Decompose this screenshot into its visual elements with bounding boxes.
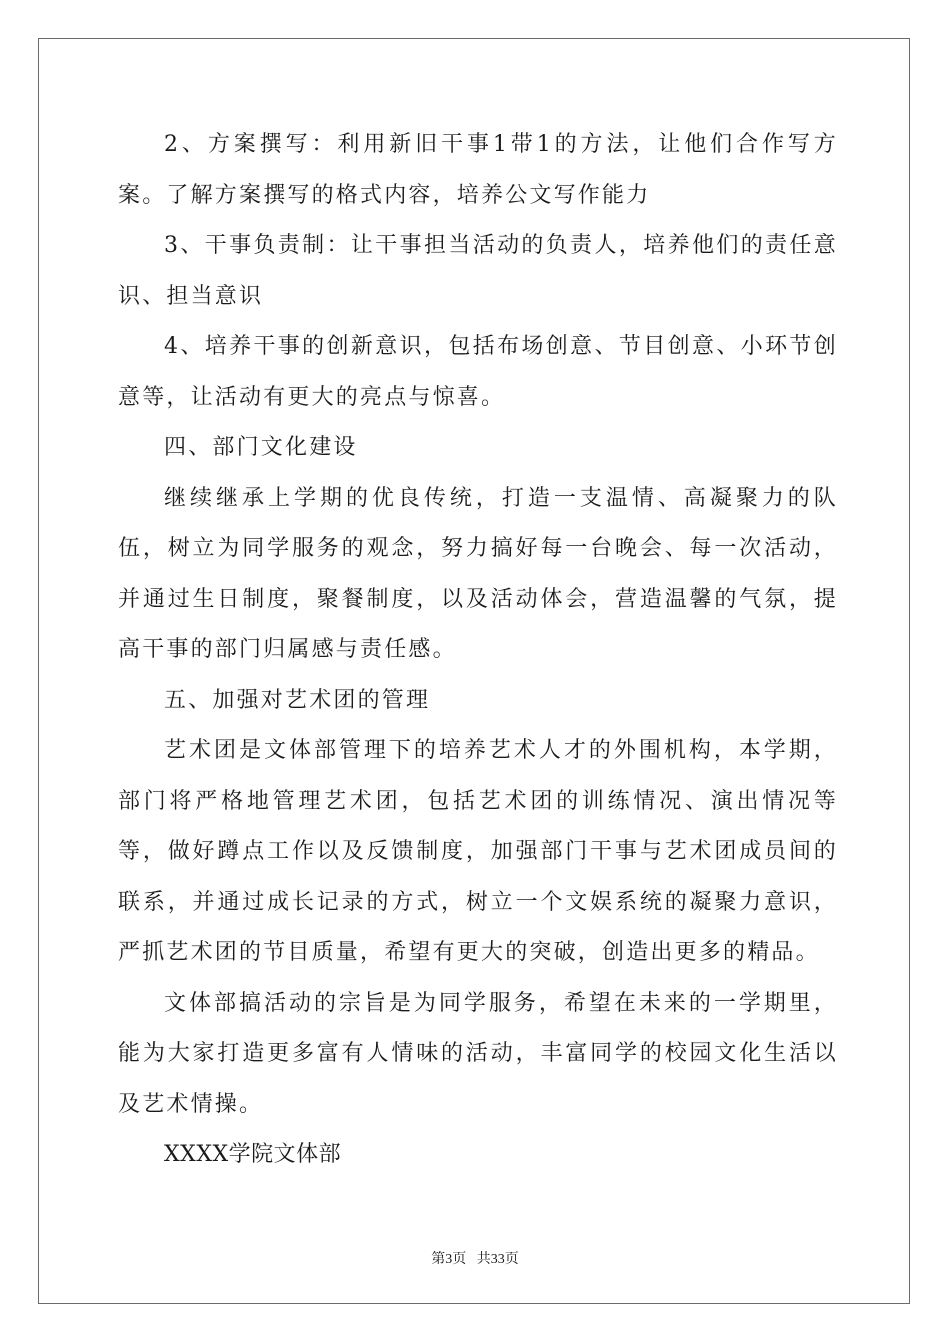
paragraph-item-2: 2、方案撰写：利用新旧干事1带1的方法，让他们合作写方案。了解方案撰写的格式内容，培养公文写作能力 — [118, 132, 838, 208]
document-body — [118, 120, 838, 1181]
section-heading-culture: 四、部门文化建设 — [164, 435, 358, 460]
closing-paragraph: 文体部搞活动的宗旨是为同学服务，希望在未来的一学期里，能为大家打造更多富有人情味的活动，丰富同学的校园文化生活以及艺术情操。 — [118, 990, 838, 1117]
paragraph-item-4: 4、培养干事的创新意识，包括布场创意、节目创意、小环节创意等，让活动有更大的亮点与惊喜。 — [118, 334, 838, 410]
page-footer — [0, 1248, 950, 1268]
page-number: 第3页 — [431, 1252, 467, 1267]
signature-line: XXXX学院文体部 — [164, 1142, 342, 1167]
section-body-art-troupe: 艺术团是文体部管理下的培养艺术人才的外围机构，本学期，部门将严格地管理艺术团，包括艺术团的训练情况、演出情况等等，做好蹲点工作以及反馈制度，加强部门干事与艺术团成员间的联系，并通过成长记录的方式，树立一个文娱系统的凝聚力意识，严抓艺术团的节目质量，希望有更大的突破，创造出更多的精品。 — [118, 738, 838, 965]
paragraph-item-3: 3、干事负责制：让干事担当活动的负责人，培养他们的责任意识、担当意识 — [118, 233, 838, 309]
page-total: 共33页 — [476, 1252, 519, 1267]
section-heading-art-troupe: 五、加强对艺术团的管理 — [164, 687, 431, 713]
section-body-culture: 继续继承上学期的优良传统，打造一支温情、高凝聚力的队伍，树立为同学服务的观念，努力搞好每一台晚会、每一次活动，并通过生日制度，聚餐制度，以及活动体会，营造温馨的气氛，提高干事的部门归属感与责任感。 — [118, 485, 838, 662]
